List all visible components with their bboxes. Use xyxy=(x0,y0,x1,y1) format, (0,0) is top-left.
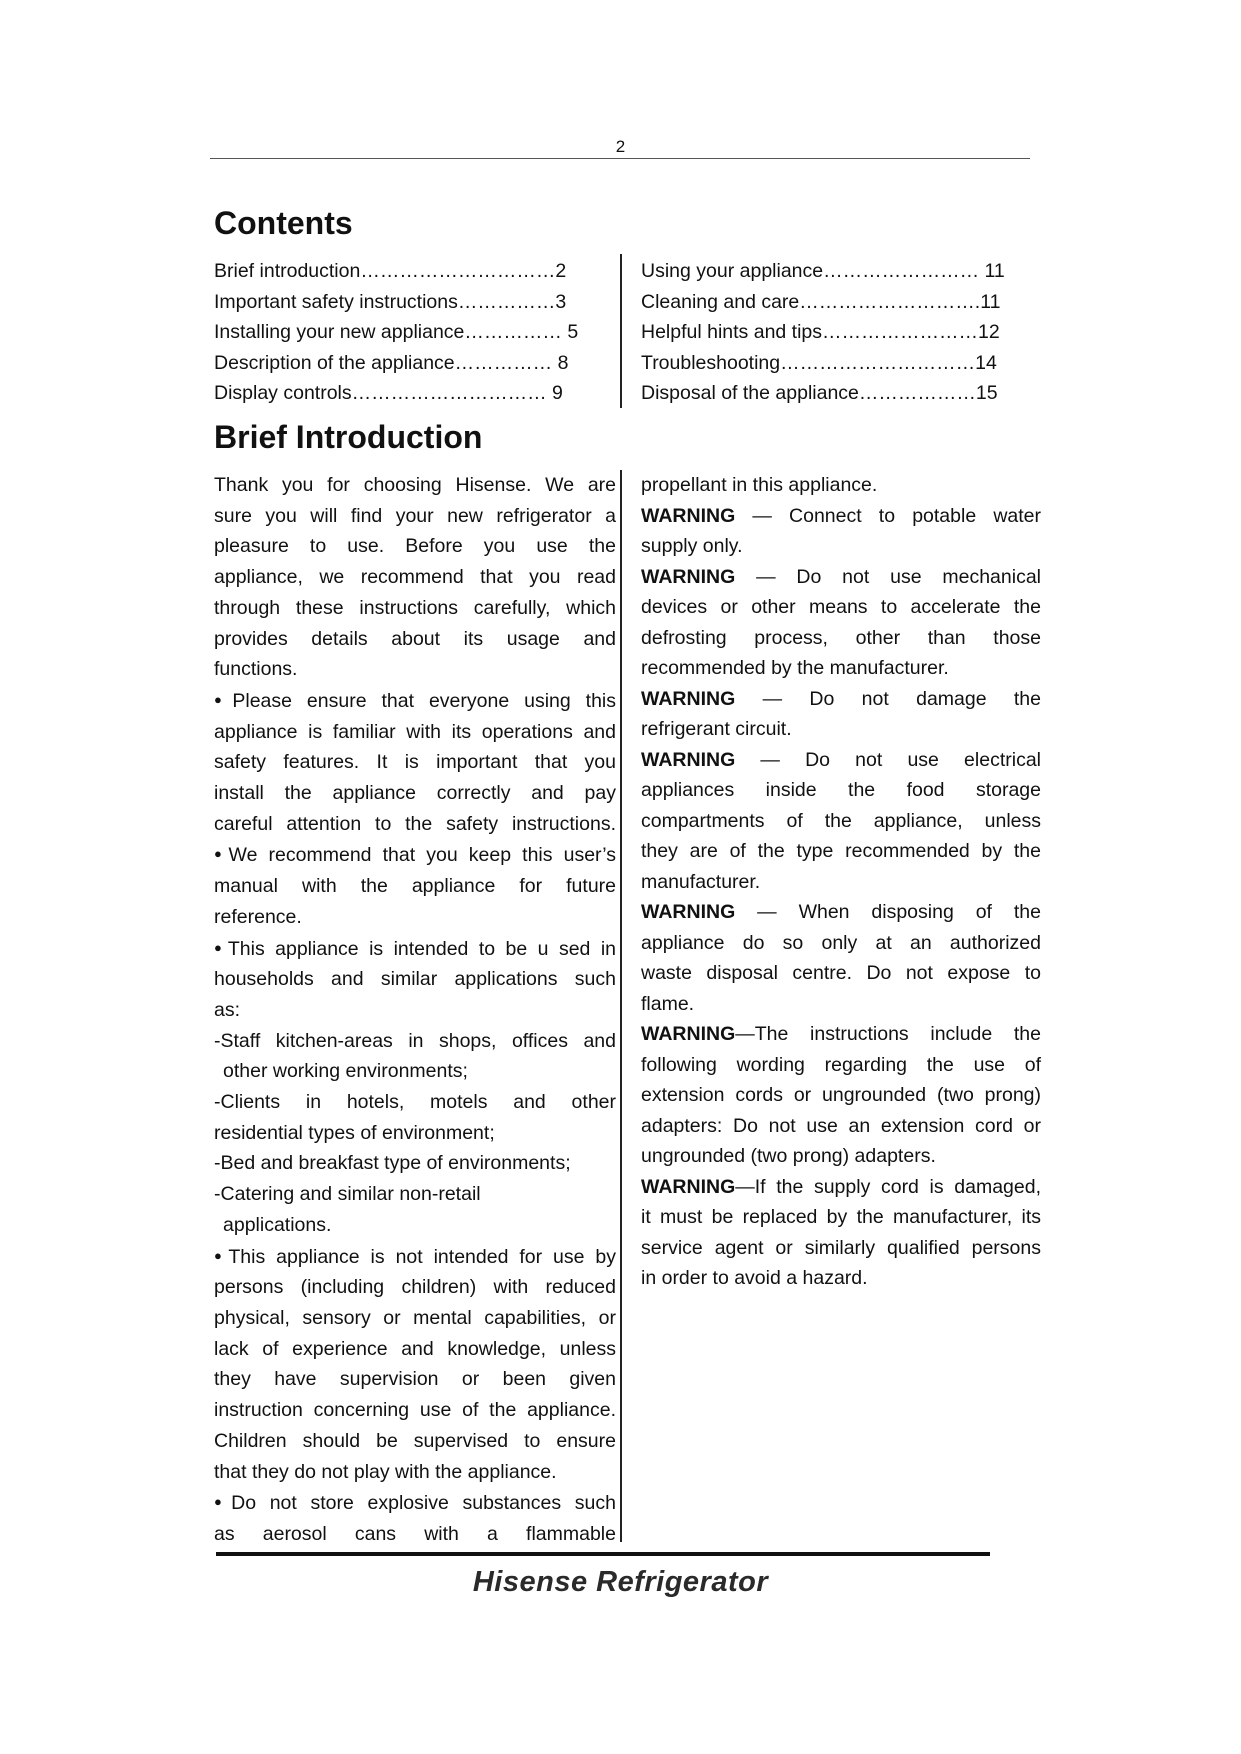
text-line: -Staff kitchen-areas in shops, offices and xyxy=(214,1029,616,1052)
warning-label: WARNING xyxy=(641,748,736,771)
warning-label: WARNING xyxy=(641,504,736,527)
text-line: appliance is familiar with its operations and xyxy=(214,720,616,743)
toc-right-column xyxy=(641,256,1041,409)
text-line: it must be replaced by the manufacturer, its xyxy=(641,1206,1041,1228)
warning-text: — When disposing of the xyxy=(735,901,1041,923)
text-line: compartments of the appliance, unless xyxy=(641,809,1041,832)
bullet-line: ● Do not store explosive substances such xyxy=(214,1487,616,1519)
text-line: safety features. It is important that you xyxy=(214,751,616,774)
text-line: they have supervision or been given xyxy=(214,1368,616,1391)
intro-title: Brief Introduction xyxy=(214,419,483,455)
text-line: provides details about its usage and xyxy=(214,627,616,650)
warning-label: WARNING xyxy=(641,565,736,588)
footer-rule xyxy=(216,1552,990,1556)
text-line: extension cords or ungrounded (two prong) xyxy=(641,1084,1041,1106)
footer-brand: Hisense Refrigerator xyxy=(472,1566,769,1598)
text-line: install the appliance correctly and pay xyxy=(214,782,616,805)
text-line: propellant in this appliance. xyxy=(641,474,878,496)
text-line: appliance do so only at an authorized xyxy=(641,931,1041,954)
toc-entry: Using your appliance…………………… 11 xyxy=(641,260,1005,282)
text-line: devices or other means to accelerate the xyxy=(641,596,1041,618)
text-line: other working environments; xyxy=(223,1060,468,1083)
text-line: careful attention to the safety instructions. xyxy=(214,812,616,835)
warning-line xyxy=(641,562,1041,593)
warning-line xyxy=(641,1172,1041,1203)
bullet-line: ● We recommend that you keep this user’s xyxy=(214,839,616,871)
toc-divider xyxy=(620,254,622,408)
text-line: appliance, we recommend that you read xyxy=(214,566,616,589)
text-line: manufacturer. xyxy=(641,870,761,893)
text-line: -Bed and breakfast type of environments; xyxy=(214,1152,571,1175)
warning-line xyxy=(641,897,1041,928)
bullet-line: ● This appliance is not intended for use by xyxy=(214,1241,616,1273)
text-line: supply only. xyxy=(641,535,743,557)
text-line: they are of the type recommended by the xyxy=(641,840,1041,862)
text-line: ungrounded (two prong) adapters. xyxy=(641,1145,936,1167)
toc-entry: Disposal of the appliance………………15 xyxy=(641,382,998,404)
warning-label: WARNING xyxy=(641,1175,736,1198)
warning-line xyxy=(641,684,1041,715)
text-line: as aerosol cans with a flammable xyxy=(214,1522,616,1545)
warning-label: WARNING xyxy=(641,901,736,923)
text-line: reference. xyxy=(214,905,302,928)
warning-text: —If the supply cord is damaged, xyxy=(735,1175,1041,1198)
text-line: in order to avoid a hazard. xyxy=(641,1267,868,1289)
text-line: -Catering and similar non-retail xyxy=(214,1183,481,1206)
text-line: flame. xyxy=(641,992,695,1015)
text-line: households and similar applications such xyxy=(214,968,616,991)
toc-entry: Cleaning and care……………………….11 xyxy=(641,290,1001,313)
text-line: applications. xyxy=(223,1213,332,1236)
toc-entry: Helpful hints and tips……………………12 xyxy=(641,321,1000,343)
text-line: recommended by the manufacturer. xyxy=(641,657,949,679)
text-line: instruction concerning use of the appliance. xyxy=(214,1399,616,1422)
warning-line xyxy=(641,501,1041,532)
toc-entry: Description of the appliance…………… 8 xyxy=(214,351,569,374)
toc-entry: Display controls………………………… 9 xyxy=(214,382,563,404)
text-line: adapters: Do not use an extension cord or xyxy=(641,1114,1041,1137)
intro-right-column xyxy=(641,470,1041,1294)
warning-text: — Do not use mechanical xyxy=(735,565,1041,588)
text-line: lack of experience and knowledge, unless xyxy=(214,1337,616,1360)
warning-text: — Do not use electrical xyxy=(735,748,1041,771)
toc-entry: Important safety instructions……………3 xyxy=(214,290,567,313)
warning-text: —The instructions include the xyxy=(735,1023,1041,1045)
text-line: defrosting process, other than those xyxy=(641,626,1041,649)
page-number: 2 xyxy=(615,137,626,156)
text-line: physical, sensory or mental capabilities, or xyxy=(214,1306,616,1329)
text-line: waste disposal centre. Do not expose to xyxy=(641,962,1041,984)
text-line: functions. xyxy=(214,658,298,681)
text-line: manual with the appliance for future xyxy=(214,875,616,898)
warning-label: WARNING xyxy=(641,1023,736,1045)
text-line: as: xyxy=(214,998,241,1021)
text-line: service agent or similarly qualified persons xyxy=(641,1236,1041,1259)
toc-left-column xyxy=(214,256,604,409)
toc-entry: Troubleshooting…………………………14 xyxy=(641,351,997,374)
intro-left-column xyxy=(214,470,616,1550)
text-line: Thank you for choosing Hisense. We are xyxy=(214,474,616,496)
text-line: appliances inside the food storage xyxy=(641,779,1041,801)
warning-line xyxy=(641,1019,1041,1050)
warning-text: — Do not damage the xyxy=(735,687,1041,710)
bullet-line: ● Please ensure that everyone using this xyxy=(214,685,616,717)
toc-entry: Installing your new appliance…………… 5 xyxy=(214,321,579,343)
toc-entry: Brief introduction…………………………2 xyxy=(214,260,567,282)
text-line: through these instructions carefully, which xyxy=(214,596,616,619)
contents-title: Contents xyxy=(214,205,353,241)
text-line: following wording regarding the use of xyxy=(641,1053,1041,1076)
warning-text: — Connect to potable water xyxy=(735,504,1041,527)
text-line: that they do not play with the appliance. xyxy=(214,1460,557,1483)
warning-label: WARNING xyxy=(641,687,736,710)
column-divider xyxy=(620,470,622,1542)
text-line: residential types of environment; xyxy=(214,1121,495,1144)
text-line: sure you will find your new refrigerator a xyxy=(214,504,616,527)
text-line: -Clients in hotels, motels and other xyxy=(214,1091,616,1114)
header-rule xyxy=(210,158,1030,159)
warning-line xyxy=(641,745,1041,776)
text-line: pleasure to use. Before you use the xyxy=(214,535,616,558)
text-line: Children should be supervised to ensure xyxy=(214,1429,616,1452)
text-line: persons (including children) with reduced xyxy=(214,1276,616,1299)
text-line: refrigerant circuit. xyxy=(641,718,792,740)
bullet-line: ● This appliance is intended to be u sed in xyxy=(214,933,616,965)
